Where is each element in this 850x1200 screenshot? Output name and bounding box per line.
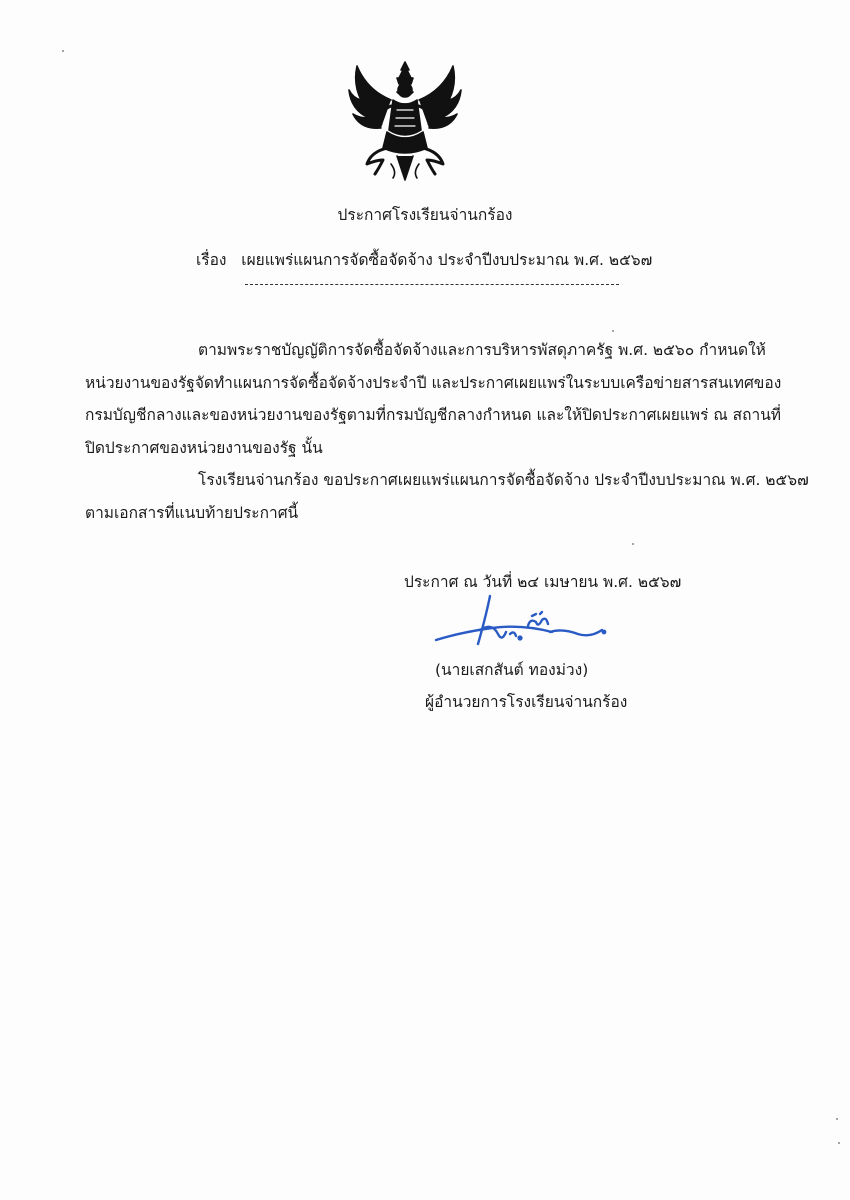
paragraph-1-line-3: กรมบัญชีกลางและของหน่วยงานของรัฐตามที่กรมบัญชีกลางกำหนด และให้ปิดประกาศเผยแพร่ ณ สถานที่ xyxy=(85,406,782,424)
paragraph-2-line-2: ตามเอกสารที่แนบท้ายประกาศนี้ xyxy=(85,503,299,522)
signer-position: ผู้อำนวยการโรงเรียนจ่านกร้อง xyxy=(425,693,628,711)
paragraph-1-line-1: ตามพระราชบัญญัติการจัดซื้อจัดจ้างและการบริหารพัสดุภาครัฐ พ.ศ. ๒๕๖๐ กำหนดให้ xyxy=(198,341,766,359)
paragraph-1-line-4: ปิดประกาศของหน่วยงานของรัฐ นั้น xyxy=(85,438,323,457)
announcement-heading: ประกาศโรงเรียนจ่านกร้อง xyxy=(337,206,513,224)
announcement-date: ประกาศ ณ วันที่ ๒๔ เมษายน พ.ศ. ๒๕๖๗ xyxy=(404,573,682,591)
scan-speck xyxy=(62,50,64,52)
subject-text: เผยแพร่แผนการจัดซื้อจัดจ้าง ประจำปีงบประมาณ พ.ศ. ๒๕๖๗ xyxy=(241,251,653,269)
paragraph-1-line-2: หน่วยงานของรัฐจัดทำแผนการจัดซื้อจัดจ้างประจำปี และประกาศเผยแพร่ในระบบเครือข่ายสารสนเทศของ xyxy=(85,373,782,392)
subject-prefix: เรื่อง xyxy=(196,251,227,269)
garuda-emblem-icon xyxy=(347,60,463,184)
scan-speck xyxy=(836,1118,838,1120)
signer-name: (นายเสกสันต์ ทองม่วง) xyxy=(435,661,589,679)
scan-speck xyxy=(632,543,634,545)
body-paragraph-2 xyxy=(85,464,809,529)
paragraph-2-line-1: โรงเรียนจ่านกร้อง ขอประกาศเผยแพร่แผนการจัดซื้อจัดจ้าง ประจำปีงบประมาณ พ.ศ. ๒๕๖๗ xyxy=(198,471,809,489)
body-paragraph-1 xyxy=(85,334,782,464)
subject-line xyxy=(196,250,652,270)
scan-speck xyxy=(838,1142,840,1144)
dashed-divider xyxy=(245,284,619,285)
scan-speck xyxy=(612,330,614,332)
handwritten-signature-icon xyxy=(432,592,608,652)
